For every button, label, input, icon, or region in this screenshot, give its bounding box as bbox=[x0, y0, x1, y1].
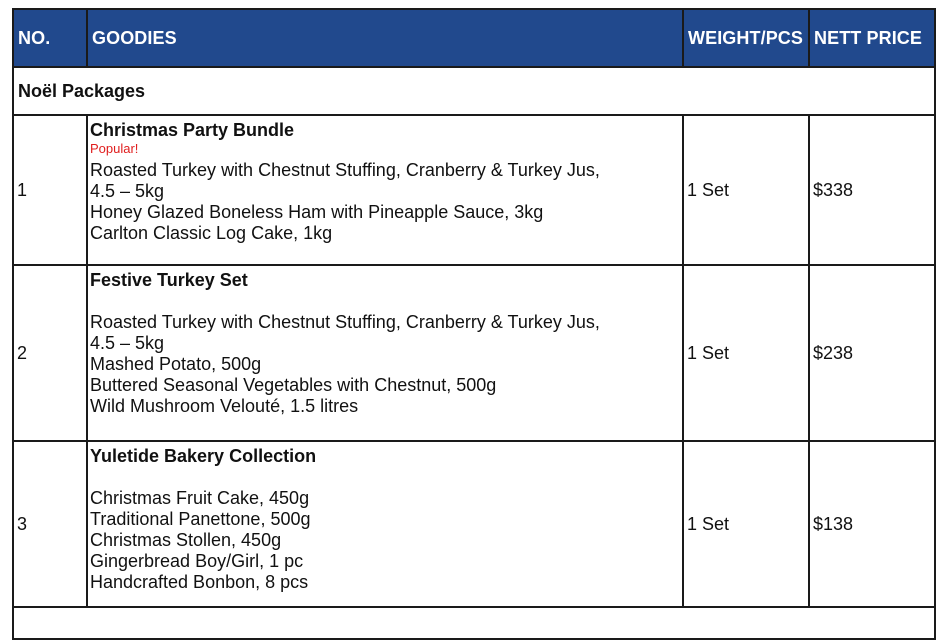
table-row bbox=[13, 265, 935, 441]
spacer bbox=[90, 467, 678, 488]
next-section-cell bbox=[13, 607, 935, 639]
popular-badge: Popular! bbox=[90, 141, 139, 156]
section-title: Noël Packages bbox=[13, 67, 935, 115]
item-number: 1 bbox=[13, 115, 87, 265]
item-line: Roasted Turkey with Chestnut Stuffing, Cranberry & Turkey Jus, bbox=[90, 160, 600, 180]
item-name: Yuletide Bakery Collection bbox=[90, 446, 317, 466]
table-row-partial bbox=[13, 607, 935, 639]
item-number: 2 bbox=[13, 265, 87, 441]
item-goodies bbox=[87, 115, 683, 265]
item-line: Handcrafted Bonbon, 8 pcs bbox=[90, 572, 309, 592]
item-number: 3 bbox=[13, 441, 87, 607]
item-line: Carlton Classic Log Cake, 1kg bbox=[90, 223, 333, 243]
table-row bbox=[13, 441, 935, 607]
item-price: $338 bbox=[809, 115, 935, 265]
item-line: Honey Glazed Boneless Ham with Pineapple Sauce, 3kg bbox=[90, 202, 544, 222]
item-line: Wild Mushroom Velouté, 1.5 litres bbox=[90, 396, 359, 416]
item-goodies bbox=[87, 441, 683, 607]
col-header-goodies: GOODIES bbox=[87, 9, 683, 67]
item-line: Mashed Potato, 500g bbox=[90, 354, 262, 374]
table-body bbox=[13, 67, 935, 639]
item-weight: 1 Set bbox=[683, 265, 809, 441]
spacer bbox=[90, 291, 678, 312]
item-line: Buttered Seasonal Vegetables with Chestnut, 500g bbox=[90, 375, 497, 395]
item-price: $138 bbox=[809, 441, 935, 607]
header-row bbox=[13, 9, 935, 67]
item-line: Traditional Panettone, 500g bbox=[90, 509, 311, 529]
table-row bbox=[13, 115, 935, 265]
item-line: Roasted Turkey with Chestnut Stuffing, Cranberry & Turkey Jus, bbox=[90, 312, 600, 332]
table-header bbox=[13, 9, 935, 67]
item-line: Gingerbread Boy/Girl, 1 pc bbox=[90, 551, 304, 571]
section-row bbox=[13, 67, 935, 115]
col-header-weight: WEIGHT/PCS bbox=[683, 9, 809, 67]
item-line: 4.5 – 5kg bbox=[90, 333, 165, 353]
item-name: Christmas Party Bundle bbox=[90, 120, 295, 140]
item-weight: 1 Set bbox=[683, 115, 809, 265]
item-name: Festive Turkey Set bbox=[90, 270, 248, 290]
col-header-no: NO. bbox=[13, 9, 87, 67]
item-line: Christmas Fruit Cake, 450g bbox=[90, 488, 310, 508]
item-weight: 1 Set bbox=[683, 441, 809, 607]
item-price: $238 bbox=[809, 265, 935, 441]
col-header-price: NETT PRICE bbox=[809, 9, 935, 67]
price-table bbox=[12, 8, 936, 640]
item-line: Christmas Stollen, 450g bbox=[90, 530, 282, 550]
item-line: 4.5 – 5kg bbox=[90, 181, 165, 201]
item-goodies bbox=[87, 265, 683, 441]
